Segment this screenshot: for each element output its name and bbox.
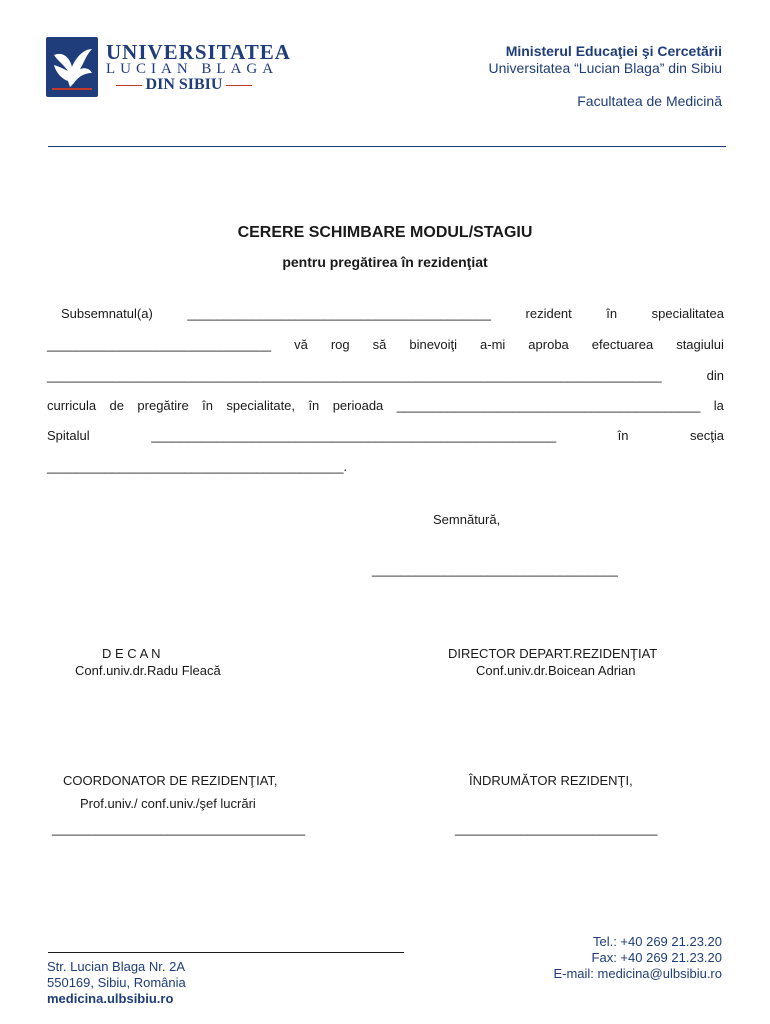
ministry-name: Ministerul Educaţiei şi Cercetării (505, 43, 722, 59)
header-divider (48, 146, 726, 147)
form-word: din (706, 368, 724, 383)
logo-university-name: UNIVERSITATEA (106, 40, 291, 64)
form-word: specialitatea (651, 306, 724, 321)
form-word: a-mi (480, 337, 506, 352)
dean-title: D E C A N (102, 646, 161, 661)
mentor-title: ÎNDRUMĂTOR REZIDENŢI, (469, 773, 633, 788)
university-logo-emblem (46, 37, 98, 97)
form-word: specialitate, (226, 398, 296, 413)
footer-street: Str. Lucian Blaga Nr. 2A (47, 959, 186, 974)
form-line-2 (47, 337, 724, 352)
form-word: rezident (525, 306, 572, 321)
faculty-name: Facultatea de Medicină (577, 93, 722, 109)
form-word: vă (294, 337, 308, 352)
specialty-blank[interactable]: _______________________________ (47, 337, 272, 352)
form-word: Spitalul (47, 428, 90, 443)
form-word: binevoiţi (409, 337, 458, 352)
coordinator-signature-blank[interactable]: ___________________________________ (52, 821, 306, 836)
footer-divider (48, 952, 404, 953)
footer-fax: Fax: +40 269 21.23.20 (591, 950, 722, 965)
coordinator-title: COORDONATOR DE REZIDENŢIAT, (63, 773, 278, 788)
dean-name: Conf.univ.dr.Radu Fleacă (75, 663, 221, 678)
logo-lucian-blaga: LUCIAN BLAGA (106, 61, 279, 77)
mentor-signature-blank[interactable]: ____________________________ (455, 821, 658, 836)
footer-city: 550169, Sibiu, România (47, 975, 186, 990)
form-word: în (617, 428, 629, 443)
name-blank[interactable]: __________________________________________ (187, 306, 491, 321)
form-word: aproba (528, 337, 569, 352)
document-subtitle: pentru pregătirea în rezidenţiat (282, 254, 488, 270)
footer-email[interactable]: E-mail: medicina@ulbsibiu.ro (553, 966, 722, 981)
logo-city-text: DIN SIBIU (145, 76, 223, 93)
footer-tel: Tel.: +40 269 21.23.20 (592, 934, 722, 949)
form-word: curricula (47, 398, 97, 413)
footer-website[interactable]: medicina.ulbsibiu.ro (47, 991, 174, 1006)
form-line-3 (47, 368, 724, 383)
internship-blank[interactable]: _____________________________________________________________________________________ (47, 368, 662, 383)
form-word: rog (330, 337, 350, 352)
university-name: Universitatea “Lucian Blaga” din Sibiu (488, 60, 722, 76)
form-word: pregătire (137, 398, 189, 413)
form-line-4 (47, 398, 724, 413)
form-line-5 (47, 428, 724, 443)
form-word: stagiului (676, 337, 724, 352)
form-word: în (606, 306, 618, 321)
logo-city (106, 76, 262, 94)
form-word: de (109, 398, 124, 413)
form-word: în (308, 398, 320, 413)
document-title: CERERE SCHIMBARE MODUL/STAGIU (237, 224, 533, 241)
signature-label: Semnătură, (433, 512, 501, 527)
form-word: secţia (690, 428, 724, 443)
form-word: la (713, 398, 724, 413)
coordinator-subtitle: Prof.univ./ conf.univ./şef lucrări (80, 796, 256, 811)
form-word: în (202, 398, 213, 413)
form-word: perioada (332, 398, 384, 413)
section-blank[interactable]: _________________________________________. (47, 459, 348, 474)
signature-blank[interactable]: __________________________________ (372, 562, 618, 577)
eagle-icon (46, 37, 98, 97)
director-title: DIRECTOR DEPART.REZIDENŢIAT (448, 646, 658, 661)
form-word: să (372, 337, 387, 352)
form-word: Subsemnatul(a) (61, 306, 153, 321)
hospital-blank[interactable]: ________________________________________________________ (151, 428, 557, 443)
form-word: efectuarea (591, 337, 654, 352)
director-name: Conf.univ.dr.Boicean Adrian (476, 663, 636, 678)
form-line-1 (47, 306, 724, 321)
period-blank[interactable]: __________________________________________ (396, 398, 701, 413)
